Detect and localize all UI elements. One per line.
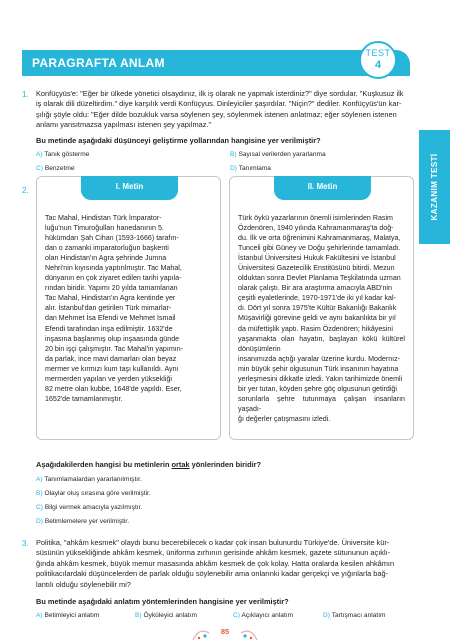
question-3-option-b[interactable]: B) Öyküleyici anlatım (135, 612, 197, 619)
panel-2-line: dı. Dört yıl sonra 1975'te Kültür Bakanlığı Bakanlık (238, 304, 397, 313)
panel-2-line: Türk öykü yazarlarının önemli isimlerinden Rasim (238, 214, 393, 222)
question-1-option-b[interactable]: B) Sayısal verilerden yararlanma (230, 151, 326, 158)
panel-2-line: yerleşmesini dikkatle izledi. Yakın tarihimizde önemli (238, 374, 403, 383)
question-2-option-a[interactable]: A) Tanımlamalardan yararlanılmıştır. (36, 476, 142, 483)
question-2-option-b[interactable]: B) Olaylar oluş sırasına göre verilmiştir. (36, 490, 151, 497)
question-3-option-c[interactable]: C) Açıklayıcı anlatım (233, 612, 294, 619)
question-1-option-a[interactable]: A) Tanık gösterme (36, 151, 90, 158)
panel-1-line: 20 bin işçi çalışmıştır. Tac Mahal'in yapımın- (45, 344, 184, 353)
question-1-number: 1. (22, 90, 29, 99)
panel-1-line: mermer ve kırmızı kum taşı kullanıldı. Aynı (45, 364, 179, 373)
page-number: 85 (220, 627, 230, 636)
question-3-stem: Bu metinde aşağıdaki anlatım yöntemlerinden hangisine yer verilmiştir? (36, 597, 289, 606)
panel-1-line: dan Mehmet İsa Efendi ve Mehmet İsmail (45, 314, 176, 323)
question-1-option-c[interactable]: C) Benzetme (36, 165, 75, 172)
panel-1-line: rından biridir. Yapımı 20 yılda tamamlanan (45, 284, 178, 293)
text-line: lantılı olduğu söylenebilir mi? (36, 579, 131, 589)
panel-1-line: mermerden yapılan ve yerden yüksekliği (45, 374, 172, 383)
decorative-ornament-icon (185, 621, 265, 640)
panel-2-line: du. İlk ve orta öğrenimini Kahramanmaraş, Malatya, (238, 234, 401, 243)
panel-1-line: 1652'de tamamlanmıştır. (45, 394, 123, 403)
panel-1-line: alır. İstanbul'dan getirilen Türk mimarlar- (45, 304, 172, 313)
panel-1-line: olan Hindistan'ın Agra şehrinde Jumna (45, 254, 167, 263)
panel-1-line: Tac Mahal, Hindistan'ın Agra kentinde yer (45, 294, 176, 303)
panel-2-line: olduktan sonra Devlet Planlama Teşkilatında uzman (238, 274, 401, 283)
text-line: Konfüçyüs'e: "Eğer bir ülkede yönetici olsaydınız, ilk iş olarak ne yapmak isterdiniz?" diye sordular. "Kuşkusuz ilk (36, 89, 404, 98)
side-tab-label: KAZANIM TESTİ (430, 153, 439, 221)
section-banner (22, 50, 410, 76)
test-number: 4 (374, 59, 382, 71)
panel-1-line: hükümdarı Şah Cihan (1593-1666) tarafın- (45, 234, 179, 243)
question-1-option-d[interactable]: D) Tanımlama (230, 165, 271, 172)
question-3-option-a[interactable]: A) Betimleyici anlatım (36, 612, 100, 619)
panel-1-title: I. Metin (81, 176, 178, 200)
panel-1-line: Tac Mahal, Hindistan Türk İmparator- (45, 214, 162, 222)
text-panel-1 (36, 176, 221, 440)
panel-2-line: Üniversitesi Gazetecilik Enstitüsünü bitirdi. Mezun (238, 264, 395, 273)
panel-1-line: Nehri'nin kıyısında yaptırılmıştır. Tac Mahal, (45, 264, 182, 273)
panel-2-title: II. Metin (274, 176, 371, 200)
panel-2-line: da müfettişlik yaptı. Rasim Özdenören; hikâyesini (238, 324, 393, 333)
panel-2-line: İstanbul Üniversitesi Hukuk Fakültesini ve İstanbul (238, 254, 396, 263)
question-2-number: 2. (22, 186, 29, 195)
question-3-number: 3. (22, 539, 29, 548)
underlined-word: ortak (171, 460, 190, 469)
text-line: anlamı yansıtmazsa yapılması istenen şey yapılmaz." (36, 120, 212, 130)
panel-1-line: dünyanın en çok ziyaret edilen tarihi yapıla- (45, 274, 182, 283)
text-line: süsünün yüksekliğinde ahkâm kesmek, üniforma zırhının gerisinde ahkâm kesmek, gazete sütununun açıklı- (36, 548, 391, 558)
text-panel-2 (229, 176, 414, 440)
panel-2-line: min büyük şehir olgusunun Türk insanının hayatına (238, 364, 399, 373)
panel-1-line: dan o zamanki imparatorluğun başkenti (45, 244, 169, 253)
question-2-option-d[interactable]: D) Betimlemelere yer verilmiştir. (36, 518, 130, 525)
panel-1-line: Efendi tarafından inşa edilmiştir. 1632'de (45, 324, 173, 333)
panel-2-line: Müşavirliği görevine geldi ve aynı bakanlıkta bir yıl (238, 314, 396, 323)
test-badge (359, 41, 397, 79)
text-line: iş olarak dili düzeltirdim." diye karşılık verdi Konfüçyus. Dinleyiciler şaşırdılar. "Niçin?" dediler. Konfüçyüs'ün kar- (36, 99, 402, 109)
text-line: Politika, "ahkâm kesmek" olaydı bunu becerebilecek o kadar çok insan bulunurdu Türkiye'de. Üniversite kür- (36, 538, 390, 547)
panel-1-line: 82 metre olan kubbe, 1648'de yapıldı. Eser, (45, 384, 182, 393)
side-tab (419, 130, 450, 244)
panel-2-line: Tunceli gibi Güney ve Doğu şehirlerinde tamamladı. (238, 244, 401, 253)
question-1-stem: Bu metinde aşağıdaki düşünceyi geliştirme yollarından hangisine yer verilmiştir? (36, 136, 321, 145)
panel-2-line: insanımızda açtığı yaralar üzerine kurdu. Modernız- (238, 354, 401, 363)
question-3-text (36, 538, 420, 590)
section-title: PARAGRAFTA ANLAM (32, 56, 165, 70)
panel-2-line: bir yer tutan, köyden şehre göç olgusunun getirdiği (238, 384, 397, 393)
question-3-option-d[interactable]: D) Tartışmacı anlatım (323, 612, 386, 619)
question-2-stem: Aşağıdakilerden hangisi bu metinlerin ortak yönlerinden biridir? (36, 460, 262, 469)
text-line: ğında ahkâm kesmek, büyük memur masasında ahkâm kesmek de çok kolay. Hatta oralarda kesilen ahkâmın (36, 558, 395, 568)
text-line: şılığı şöyle oldu: "Eğer dilde bozukluk varsa söylenen şey, söylenmek istenen anlatmaz; eğer söylenen istenen (36, 109, 397, 119)
test-label: TEST (365, 48, 391, 58)
panel-2-line: yaşanmakta olan hayatın, başlayan kökü kültürel dönüşümlerin (238, 334, 405, 353)
panel-2-line: sorunlarla şehre tutunmaya çalışan insanların yaşadı- (238, 394, 405, 413)
panel-1-body (45, 213, 212, 404)
panel-2-body (238, 213, 405, 424)
panel-1-line: inşasına başlanmış olup inşaasında günde (45, 334, 180, 343)
panel-2-line: ğı değerler çatışmasını izledi. (238, 414, 331, 423)
panel-2-line: olarak çalıştı. Bir ara araştırma amacıyla ABD'nin (238, 284, 392, 293)
panel-2-line: Özdenören, 1940 yılında Kahramanmaraş'ta doğ- (238, 224, 394, 233)
question-2-option-c[interactable]: C) Bilgi vermek amacıyla yazılmıştır. (36, 504, 143, 511)
panel-2-line: çeşitli eyaletlerinde, 1970-1971'de iki yıl kadar kal- (238, 294, 396, 303)
text-line: politikacılardaki düşüncelerden de parlak olduğu söylenebilir ama onlarınki kadar gerçekçi ve yığınlarla bağ- (36, 569, 389, 579)
question-1-text (36, 89, 420, 131)
panel-1-line: luğu'nun Timuroğulları hanedanının 5. (45, 224, 164, 233)
panel-1-line: da parlak, ince mavi damarları olan beyaz (45, 354, 177, 363)
